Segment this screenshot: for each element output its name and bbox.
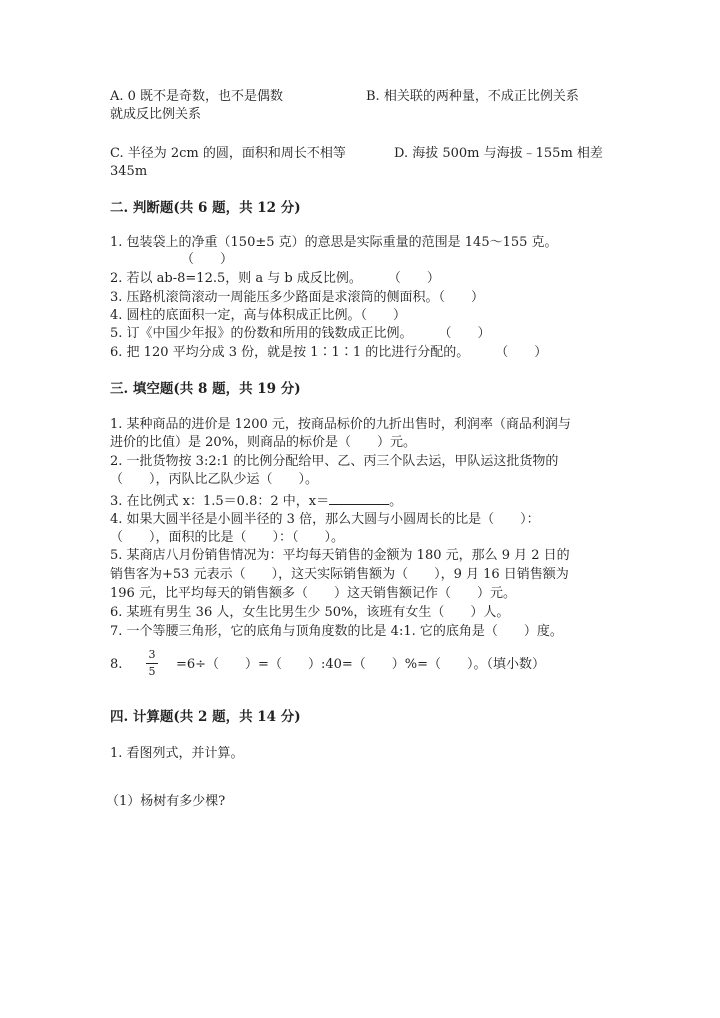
fill-q6: 6. 某班有男生 36 人，女生比男生少 50%，该班有女生（ ）人。 bbox=[110, 605, 510, 620]
judge-item-1: 1. 包装袋上的净重（150±5 克）的意思是实际重量的范围是 145～155 克。 bbox=[110, 235, 558, 250]
fill-q1-line2: 进价的比值）是 20%，则商品的标价是（ ）元。 bbox=[110, 435, 417, 450]
fill-q5-line3: 196 元，比平均每天的销售额多（ ）这天销售额记作（ ）元。 bbox=[110, 586, 516, 601]
fill-q3 bbox=[110, 492, 402, 511]
fill-q4-line2: （ ），面积的比是（ ）：（ ）。 bbox=[110, 530, 345, 545]
section-4-title: 四. 计算题(共 2 题，共 14 分) bbox=[110, 709, 301, 725]
fill-q7: 7. 一个等腰三角形，它的底角与顶角度数的比是 4:1. 它的底角是（ ）度。 bbox=[110, 624, 563, 639]
section-3-title: 三. 填空题(共 8 题，共 19 分) bbox=[110, 381, 301, 397]
option-b: B. 相关联的两种量，不成正比例关系 bbox=[366, 89, 579, 104]
judge-item-4: 4. 圆柱的底面积一定，高与体积成正比例。（ ） bbox=[110, 308, 407, 323]
fill-q3-text: 3. 在比例式 x：1.5＝0.8：2 中，x＝ bbox=[110, 494, 330, 509]
judge-item-2: 2. 若以 ab-8=12.5，则 a 与 b 成反比例。 （ ） bbox=[110, 271, 440, 286]
fill-q2-line1: 2. 一批货物按 3:2:1 的比例分配给甲、乙、丙三个队去运，甲队运这批货物的 bbox=[110, 454, 559, 469]
option-d-continued: 345m bbox=[110, 164, 148, 179]
fill-q4-line1: 4. 如果大圆半径是小圆半径的 3 倍，那么大圆与小圆周长的比是（ ）： bbox=[110, 512, 540, 527]
fill-q5-line1: 5. 某商店八月份销售情况为：平均每天销售的金额为 180 元，那么 9 月 2 日的 bbox=[110, 548, 570, 563]
option-b-continued: 就成反比例关系 bbox=[110, 107, 202, 122]
fill-q8-number: 8. bbox=[110, 657, 123, 672]
section-2-title: 二. 判断题(共 6 题，共 12 分) bbox=[110, 200, 301, 216]
calc-q1: 1. 看图列式，并计算。 bbox=[110, 746, 244, 761]
option-c: C. 半径为 2cm 的圆，面积和周长不相等 bbox=[110, 146, 346, 161]
fill-q1-line1: 1. 某种商品的进价是 1200 元，按商品标价的九折出售时，利润率（商品利润与 bbox=[110, 417, 571, 432]
option-d: D. 海拔 500m 与海拔﹣155m 相差 bbox=[394, 146, 603, 161]
fraction-denominator: 5 bbox=[148, 665, 156, 678]
fill-q8-equation: =6÷（ ）=（ ）:40=（ ）%=（ ）。（填小数） bbox=[176, 657, 546, 672]
judge-item-5: 5. 订《中国少年报》的份数和所用的钱数成正比例。 （ ） bbox=[110, 326, 491, 341]
judge-item-3: 3. 压路机滚筒滚动一周能压多少路面是求滚筒的侧面积。（ ） bbox=[110, 290, 485, 305]
option-a: A. 0 既不是奇数，也不是偶数 bbox=[110, 89, 284, 104]
fill-q2-line2: （ ），丙队比乙队少运（ ）。 bbox=[110, 472, 319, 487]
fraction-numerator: 3 bbox=[148, 648, 156, 661]
fill-q3-end: 。 bbox=[389, 494, 403, 509]
fill-q5-line2: 销售客为+53 元表示（ ），这天实际销售额为（ ），9 月 16 日销售额为 bbox=[110, 567, 569, 582]
fill-q3-blank[interactable] bbox=[329, 492, 389, 505]
fraction-bar bbox=[146, 663, 158, 664]
judge-item-6: 6. 把 120 平均分成 3 份，就是按 1∶1∶1 的比进行分配的。 （ ） bbox=[110, 345, 548, 360]
judge-item-1-answer: （ ） bbox=[181, 252, 234, 267]
fraction-three-fifths bbox=[146, 649, 158, 678]
calc-q1-sub1: （1）杨树有多少棵? bbox=[106, 794, 226, 809]
